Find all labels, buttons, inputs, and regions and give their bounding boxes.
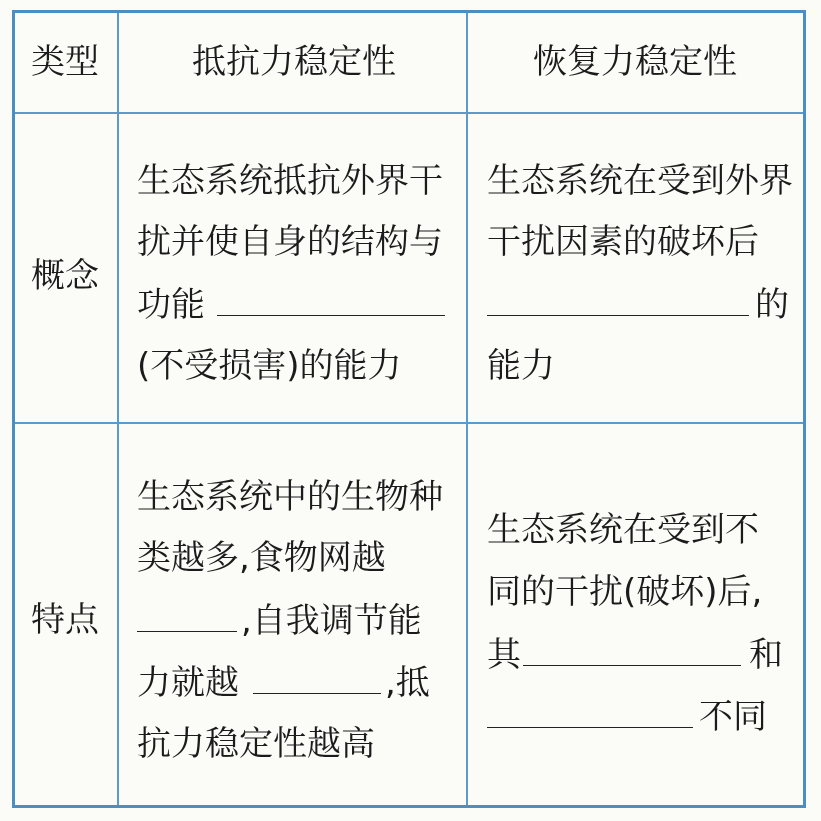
column-divider-2 <box>466 13 468 805</box>
row-divider-header <box>15 112 803 114</box>
concept-resistance-line-3-text: 功能 <box>137 285 205 325</box>
fill-in-blank <box>217 287 445 316</box>
concept-resilience-line-3-text: 的 <box>755 285 789 325</box>
row-divider-middle <box>15 422 803 424</box>
concept-resilience-line-3 <box>487 285 789 325</box>
feature-resistance-line-5: 抗力稳定性越高 <box>137 724 375 764</box>
concept-resistance-line-2: 扰并使自身的结构与 <box>137 222 443 262</box>
fill-in-blank <box>137 603 237 632</box>
feature-resistance-line-1: 生态系统中的生物种 <box>137 477 443 517</box>
concept-resistance-line-3 <box>137 285 445 325</box>
feature-resilience-line-4 <box>487 697 767 737</box>
feature-resistance-line-4-text: 力就越 <box>137 663 239 703</box>
header-type: 类型 <box>31 42 99 82</box>
feature-resilience-line-4-text: 不同 <box>699 697 767 737</box>
feature-resilience-line-3-text: 其 <box>487 635 521 675</box>
feature-resistance-line-4 <box>137 663 430 703</box>
feature-resistance-line-2: 类越多,食物网越 <box>137 538 386 578</box>
fill-in-blank <box>253 665 381 694</box>
concept-resilience-line-4: 能力 <box>487 346 555 386</box>
header-resilience-stability: 恢复力稳定性 <box>533 42 737 82</box>
concept-resilience-line-1: 生态系统在受到外界 <box>487 161 793 201</box>
feature-resistance-line-3 <box>137 601 422 641</box>
fill-in-blank <box>487 699 693 728</box>
feature-resilience-line-3 <box>487 635 783 675</box>
column-divider-1 <box>117 13 119 805</box>
concept-resistance-line-1: 生态系统抵抗外界干 <box>137 161 443 201</box>
header-resistance-stability: 抵抗力稳定性 <box>192 42 396 82</box>
fill-in-blank <box>523 637 741 666</box>
feature-resilience-line-3-tail: 和 <box>749 635 783 675</box>
feature-resistance-line-3-text: ,自我调节能 <box>241 601 422 641</box>
row-label-concept: 概念 <box>31 256 99 296</box>
stability-table <box>12 10 806 808</box>
concept-resilience-line-2: 干扰因素的破坏后 <box>487 222 759 262</box>
row-label-characteristics: 特点 <box>31 600 99 640</box>
feature-resistance-line-4-tail: ,抵 <box>385 663 430 703</box>
fill-in-blank <box>487 287 749 316</box>
concept-resistance-line-4: (不受损害)的能力 <box>137 346 402 386</box>
feature-resilience-line-2: 同的干扰(破坏)后, <box>487 572 763 612</box>
feature-resilience-line-1: 生态系统在受到不 <box>487 510 759 550</box>
